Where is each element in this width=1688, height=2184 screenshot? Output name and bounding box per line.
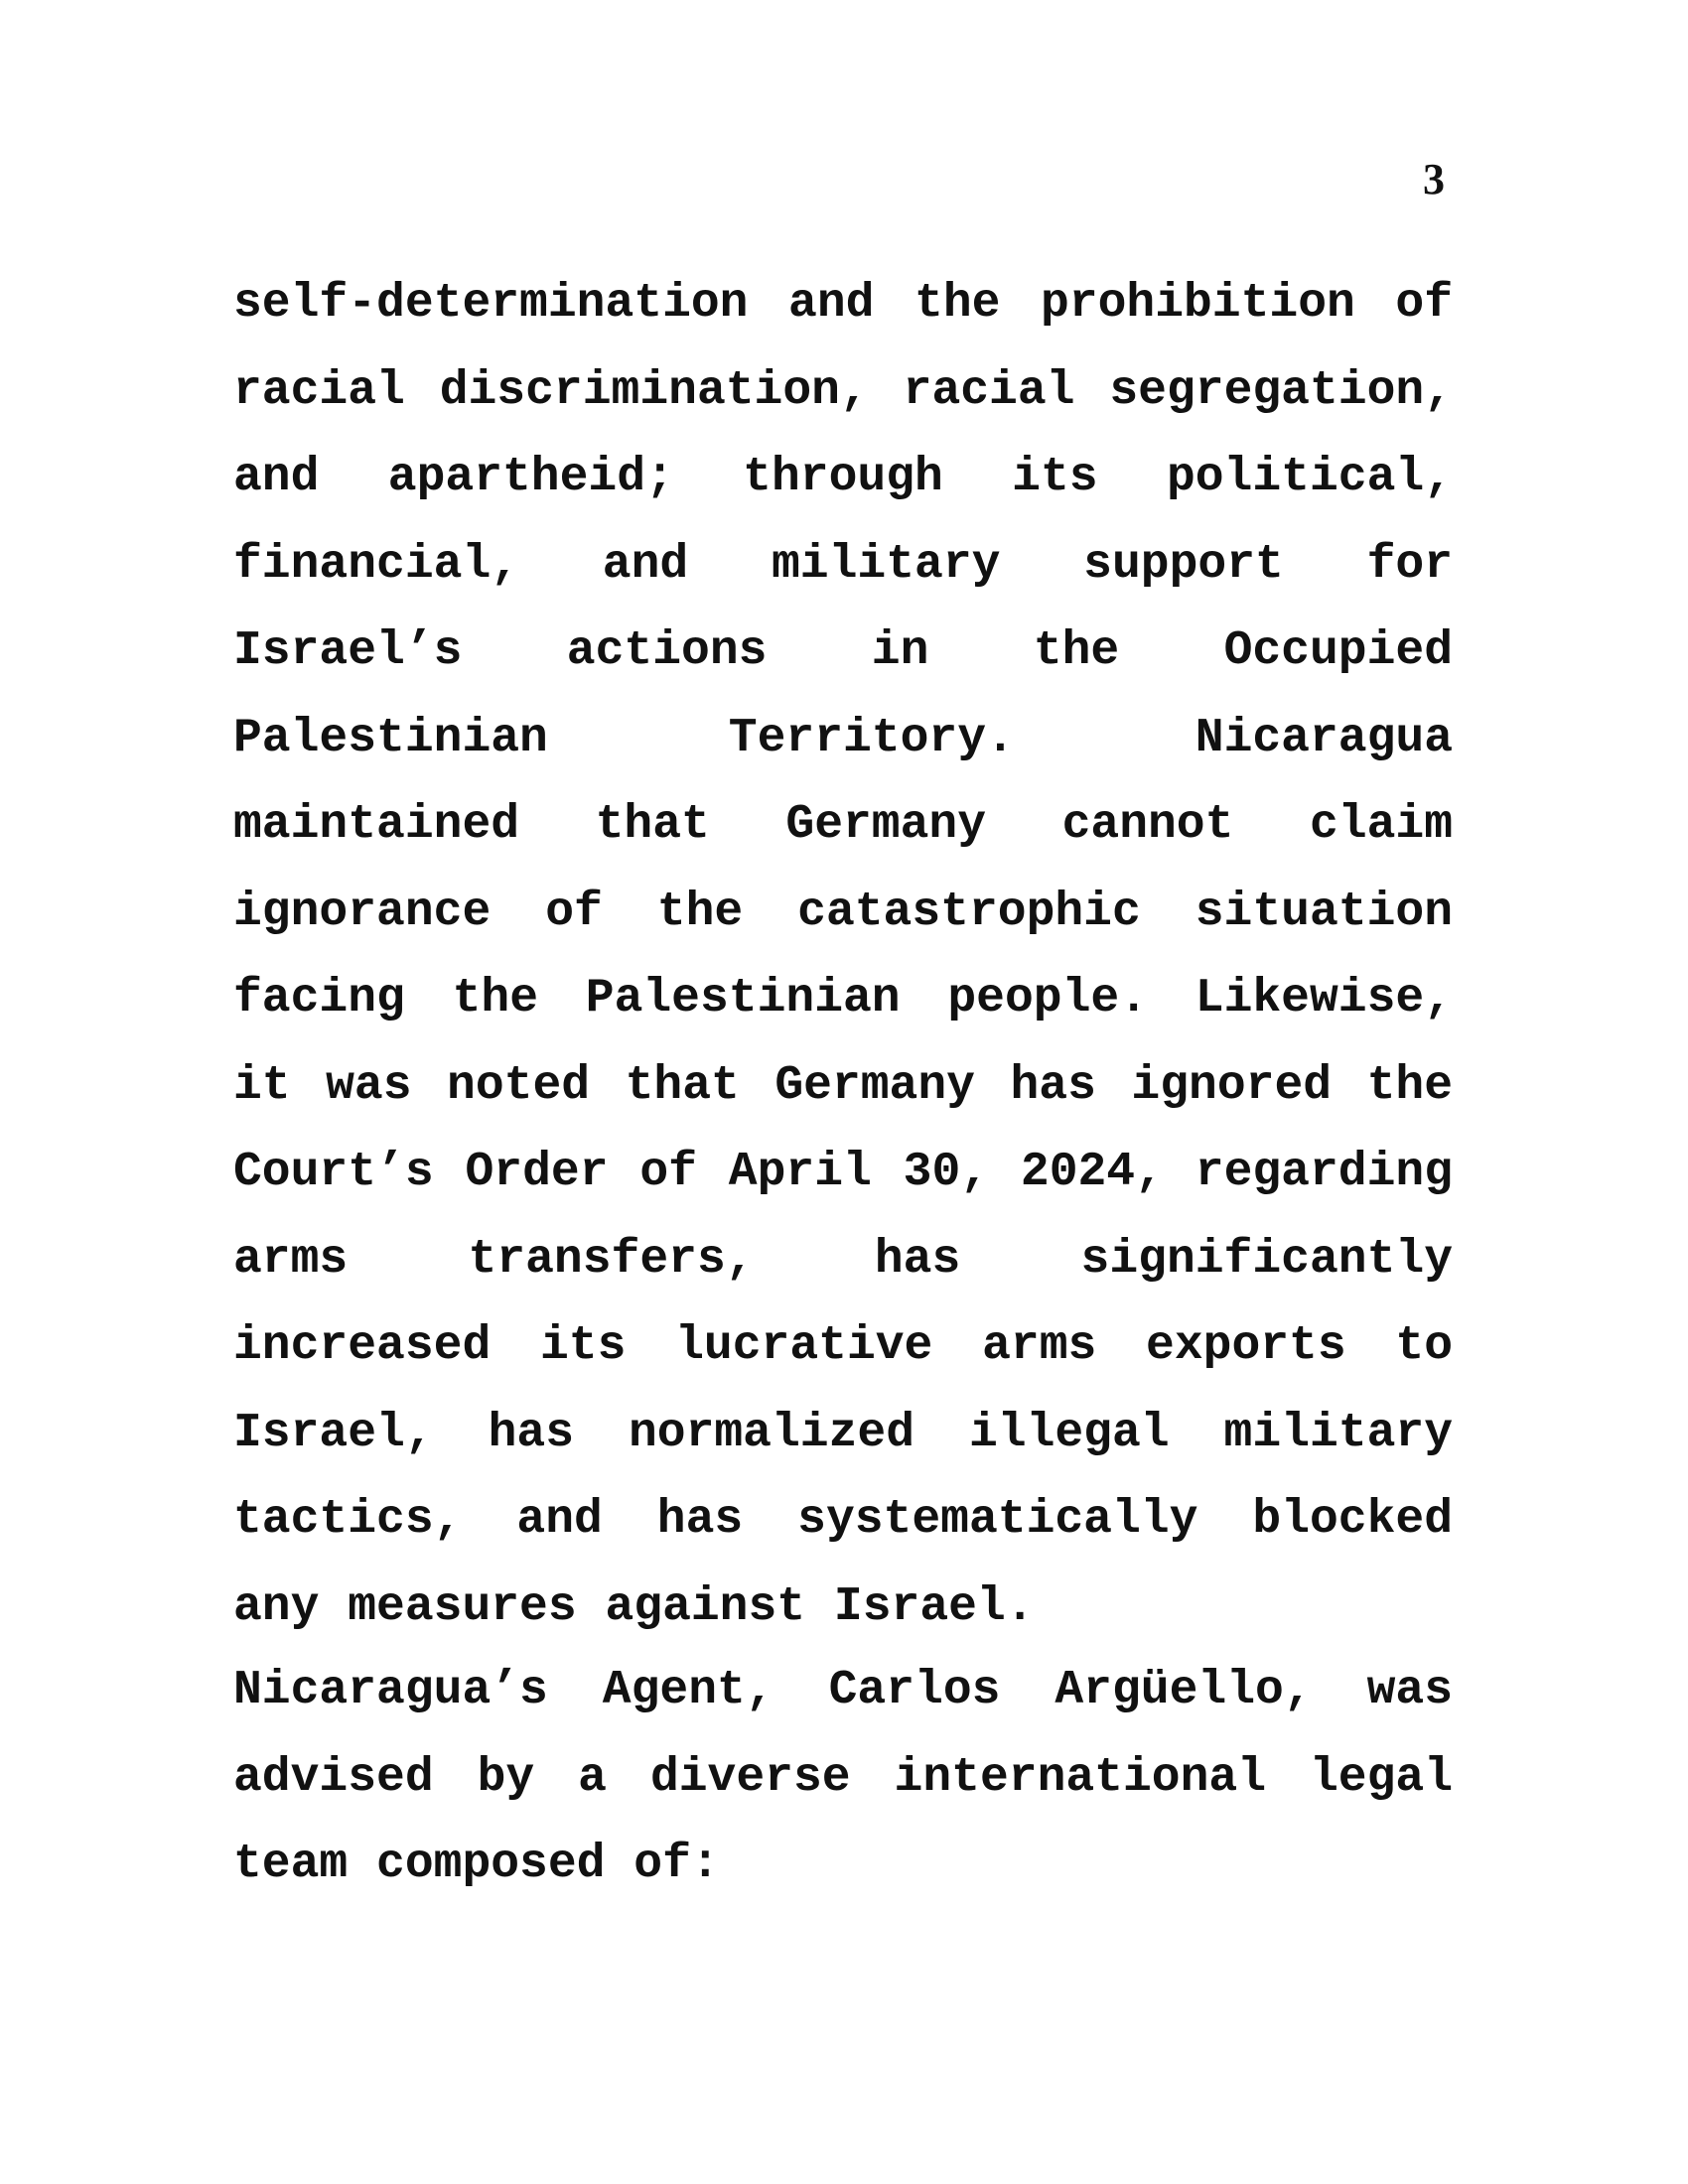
body-paragraph: Nicaragua’s Agent, Carlos Argüello, was advised by a diverse international legal team composed of: [233,1664,1453,1891]
body-paragraph: self-determination and the prohibition of racial discrimination, racial segregation, and apartheid; through its political, financial, and military support for Israel’s actions in the Occupied Palestinian Territory. Nicaragua maintained that Germany cannot claim ignorance of the catastrophic situation facing the Palestinian people. Likewise, it was noted that Germany has ignored the Court’s Order of April 30, 2024, regarding arms transfers, has significantly increased its lucrative arms exports to Israel, has normalized illegal military tactics, and has systematically blocked any measures against Israel. [233,277,1453,1634]
page-number: 3 [1423,155,1445,204]
